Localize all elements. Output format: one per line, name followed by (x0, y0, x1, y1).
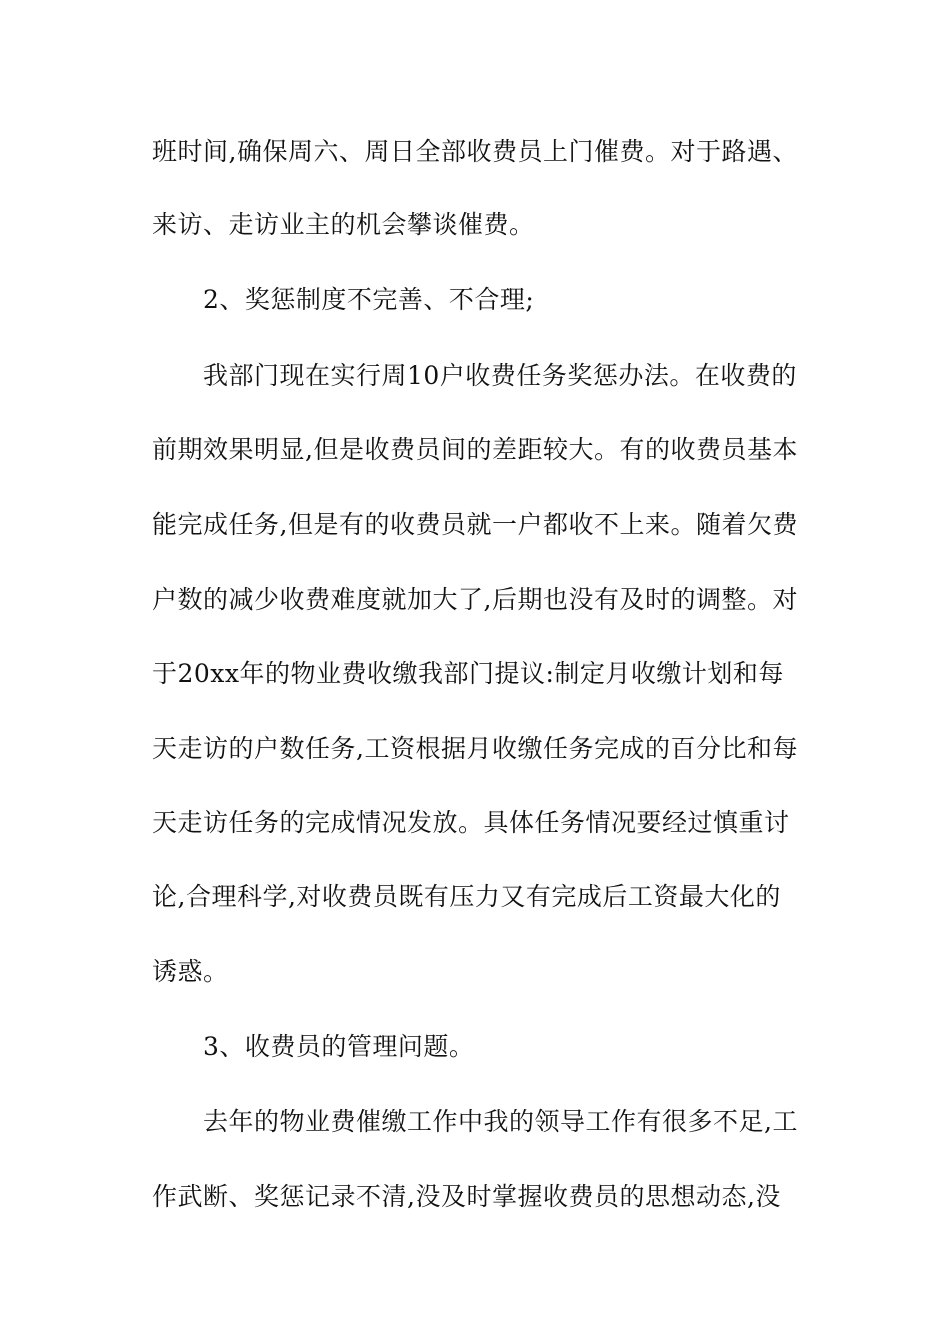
paragraph-line-2: 前期效果明显,但是收费员间的差距较大。有的收费员基本 (152, 435, 798, 464)
paragraph-line-3: 能完成任务,但是有的收费员就一户都收不上来。随着欠费 (152, 510, 798, 539)
paragraph-line-7: 天走访任务的完成情况发放。具体任务情况要经过慎重讨 (152, 808, 790, 837)
paragraph-line-5: 于20xx年的物业费收缴我部门提议:制定月收缴计划和每 (152, 659, 784, 688)
paragraph-line-9: 诱惑。 (152, 957, 229, 986)
paragraph-line-6: 天走访的户数任务,工资根据月收缴任务完成的百分比和每 (152, 734, 798, 763)
section-heading-3: 3、收费员的管理问题。 (203, 1032, 475, 1061)
text-line-2: 来访、走访业主的机会攀谈催费。 (152, 210, 535, 239)
paragraph-line-4: 户数的减少收费难度就加大了,后期也没有及时的调整。对 (152, 585, 798, 614)
text-line-1: 班时间,确保周六、周日全部收费员上门催费。对于路遇、 (152, 137, 798, 166)
paragraph-2-line-1: 去年的物业费催缴工作中我的领导工作有很多不足,工 (203, 1107, 798, 1136)
paragraph-line-8: 论,合理科学,对收费员既有压力又有完成后工资最大化的 (152, 882, 781, 911)
paragraph-2-line-2: 作武断、奖惩记录不清,没及时掌握收费员的思想动态,没 (152, 1182, 781, 1211)
section-heading-2: 2、奖惩制度不完善、不合理; (203, 285, 535, 314)
paragraph-line-1: 我部门现在实行周10户收费任务奖惩办法。在收费的 (203, 361, 797, 390)
